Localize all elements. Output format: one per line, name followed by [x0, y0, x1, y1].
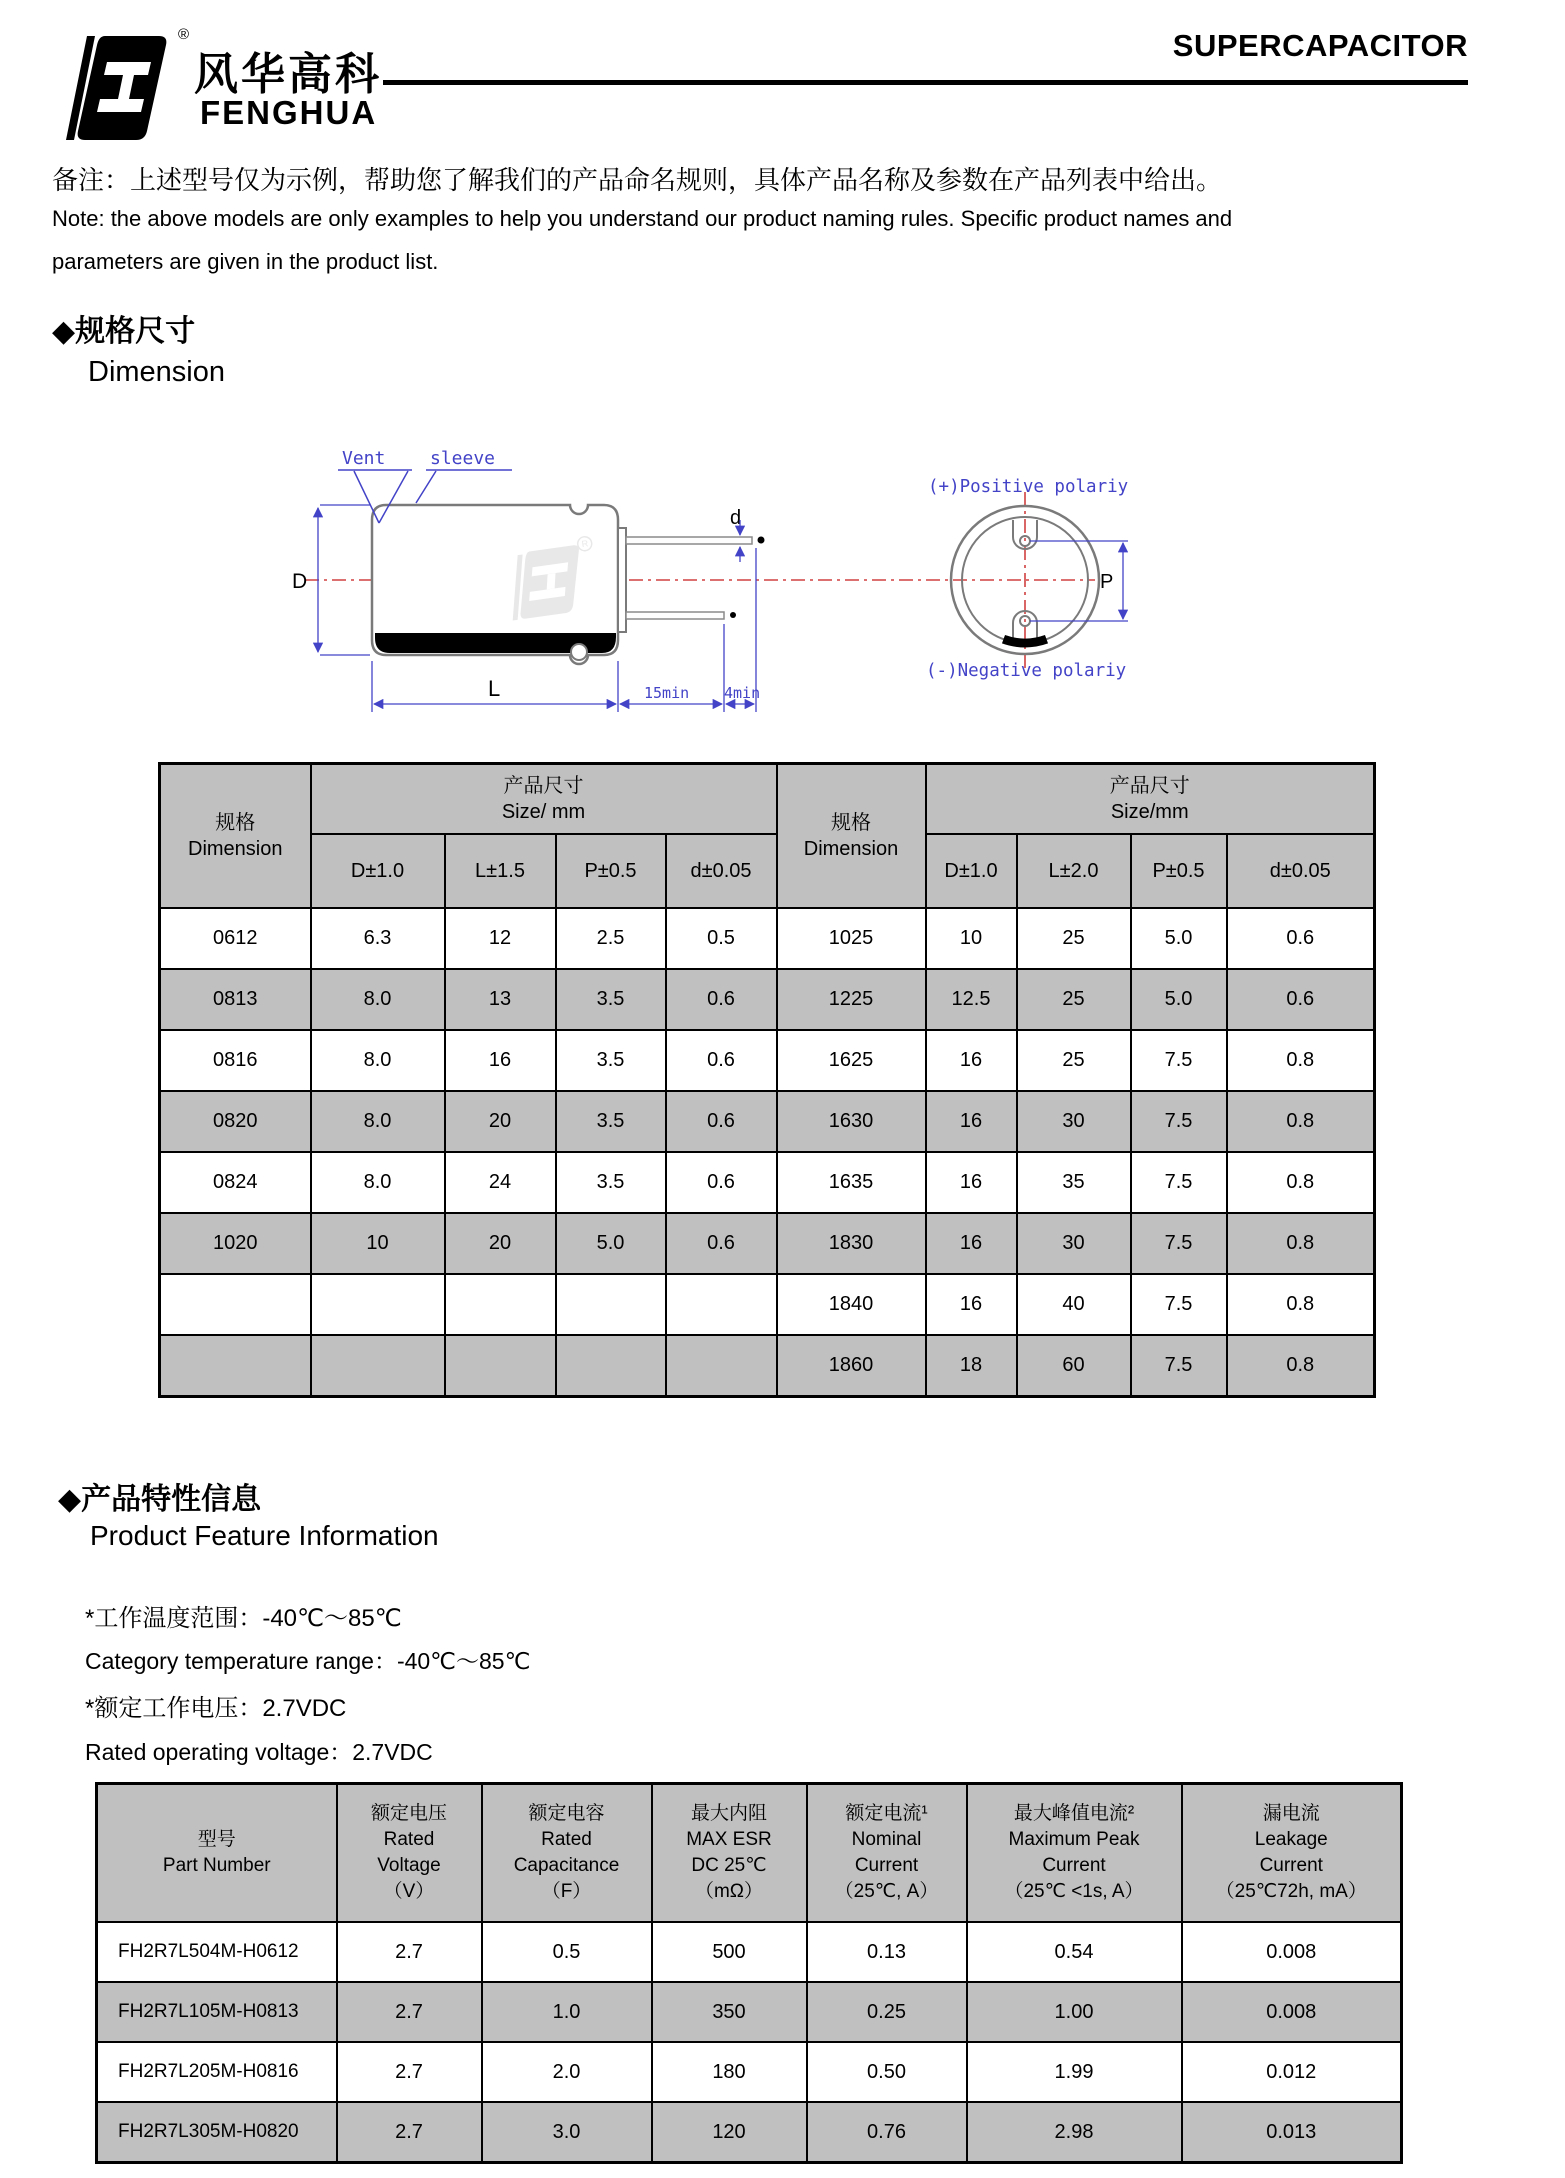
dim-cell: 7.5	[1131, 1213, 1227, 1274]
feature-heading-chinese: ◆产品特性信息	[58, 1483, 262, 1516]
part-number-cell: FH2R7L205M-H0816	[97, 2042, 337, 2102]
dim-cell: 7.5	[1131, 1030, 1227, 1091]
dim-cell: 16	[926, 1091, 1017, 1152]
dim-cell: 20	[445, 1091, 556, 1152]
dim-cell: 0820	[160, 1091, 311, 1152]
feat-cell: 3.0	[482, 2102, 652, 2163]
dim-cell: 0.8	[1227, 1335, 1375, 1397]
note-chinese: 备注：上述型号仅为示例，帮助您了解我们的产品命名规则，具体产品名称及参数在产品列表中给出。	[52, 165, 1223, 195]
feat-cell: 1.00	[967, 1982, 1182, 2042]
dim-cell: 8.0	[311, 969, 445, 1030]
dim-cell	[556, 1335, 666, 1397]
dim-cell: 7.5	[1131, 1274, 1227, 1335]
header-line: 最大峰值电流²	[1013, 1803, 1135, 1824]
dim-cell: 3.5	[556, 969, 666, 1030]
vent-label: Vent	[342, 448, 386, 469]
feat-cell: 2.98	[967, 2102, 1182, 2163]
dim-cell: 0.8	[1227, 1030, 1375, 1091]
col-header: D±1.0	[311, 834, 445, 908]
feat-cell: 2.0	[482, 2042, 652, 2102]
dim-cell: 20	[445, 1213, 556, 1274]
dim-cell: 0.8	[1227, 1213, 1375, 1274]
feat-cell: 0.76	[807, 2102, 967, 2163]
dim-cell: 5.0	[1131, 908, 1227, 969]
dim-cell: 60	[1017, 1335, 1131, 1397]
col-header: L±1.5	[445, 834, 556, 908]
size-header-cn: 产品尺寸	[1109, 775, 1190, 797]
spec-header-cn: 规格	[215, 812, 256, 834]
table-row	[97, 2102, 1402, 2163]
dim-spec-header-left	[160, 764, 311, 909]
feat-cell: 2.7	[337, 1922, 482, 1982]
table-row	[97, 2042, 1402, 2102]
note-english-line1: Note: the above models are only examples to help you understand our product naming rules. Specific product names and	[52, 206, 1233, 231]
feat-header-part-number	[97, 1784, 337, 1923]
dim-cell: 13	[445, 969, 556, 1030]
table-row	[160, 969, 1375, 1030]
table-row	[160, 1213, 1375, 1274]
feat-cell: 0.25	[807, 1982, 967, 2042]
header-line: （25℃72h, mA）	[1215, 1881, 1367, 1902]
temperature-range-english: Category temperature range：-40℃～85℃	[85, 1648, 531, 1674]
dim-cell	[445, 1335, 556, 1397]
rated-voltage-chinese: *额定工作电压：2.7VDC	[85, 1695, 347, 1722]
feat-cell: 350	[652, 1982, 807, 2042]
header-line: DC 25℃	[691, 1855, 767, 1876]
capacitor-side-view	[372, 505, 765, 664]
feat-cell: 0.008	[1182, 1982, 1402, 2042]
dim-cell: 6.3	[311, 908, 445, 969]
dimension-heading-chinese: ◆规格尺寸	[52, 315, 196, 348]
feat-cell: 1.99	[967, 2042, 1182, 2102]
dim-size-header-left	[311, 764, 777, 835]
dimension-heading-english: Dimension	[88, 356, 225, 388]
fenghua-logo-mark	[60, 28, 175, 146]
dim-cell: 8.0	[311, 1091, 445, 1152]
feat-cell: 0.013	[1182, 2102, 1402, 2163]
table-row	[97, 1922, 1402, 1982]
size-header-cn: 产品尺寸	[503, 775, 584, 797]
dim-spec-header-right	[777, 764, 926, 909]
feature-table	[95, 1782, 1403, 2164]
header-line: （F）	[541, 1881, 592, 1902]
dim-cell: 7.5	[1131, 1091, 1227, 1152]
feat-cell: 500	[652, 1922, 807, 1982]
polarity-mark	[1004, 639, 1047, 643]
dim-cell: 0.6	[666, 1091, 777, 1152]
header-line: 漏电流	[1262, 1803, 1320, 1824]
brand-name-english: FENGHUA	[200, 94, 378, 131]
dim-cell: 1830	[777, 1213, 926, 1274]
dim-cell: 0824	[160, 1152, 311, 1213]
dim-cell: 16	[926, 1213, 1017, 1274]
dim-d-label: d	[730, 507, 742, 529]
dim-D-label: D	[292, 570, 308, 593]
dim-cell: 16	[926, 1152, 1017, 1213]
registered-trademark-symbol: ®	[178, 26, 190, 43]
col-header: P±0.5	[1131, 834, 1227, 908]
dim-cell: 35	[1017, 1152, 1131, 1213]
dim-cell: 12	[445, 908, 556, 969]
dim-cell: 1025	[777, 908, 926, 969]
dim-cell: 0816	[160, 1030, 311, 1091]
table-row	[97, 1982, 1402, 2042]
dim-cell	[160, 1335, 311, 1397]
feat-header-rated-voltage	[337, 1784, 482, 1923]
dim-cell: 16	[445, 1030, 556, 1091]
dim-cell	[311, 1274, 445, 1335]
header-line: （25℃ <1s, A）	[1004, 1881, 1144, 1902]
dim-cell: 0.6	[666, 1213, 777, 1274]
dim-cell: 1225	[777, 969, 926, 1030]
spec-header-cn: 规格	[831, 812, 871, 834]
header-line: Rated	[383, 1829, 435, 1850]
lead-bottom	[626, 612, 724, 619]
dim-P-label: P	[1100, 571, 1114, 593]
lead-top	[626, 537, 752, 544]
capacitor-outline-drawing	[280, 440, 1180, 735]
header-line: （V）	[383, 1881, 435, 1902]
dim-cell: 0.8	[1227, 1274, 1375, 1335]
part-number-cell: FH2R7L504M-H0612	[97, 1922, 337, 1982]
dim-cell: 3.5	[556, 1091, 666, 1152]
dim-cell: 16	[926, 1030, 1017, 1091]
dim-L-label: L	[488, 676, 501, 701]
feat-cell: 0.5	[482, 1922, 652, 1982]
feat-header-leakage-current	[1182, 1784, 1402, 1923]
feat-cell: 0.50	[807, 2042, 967, 2102]
spec-header-en: Dimension	[188, 838, 283, 860]
dim-cell	[160, 1274, 311, 1335]
feat-cell: 120	[652, 2102, 807, 2163]
dim-P	[1030, 541, 1128, 621]
negative-polarity-label: (-)Negative polariy	[926, 661, 1127, 681]
header-line: Current	[854, 1855, 919, 1876]
header-line: Maximum Peak	[1008, 1829, 1140, 1850]
feat-cell: 0.13	[807, 1922, 967, 1982]
table-row	[160, 1030, 1375, 1091]
header-line: Current	[1259, 1855, 1323, 1876]
size-header-en: Size/mm	[1110, 801, 1189, 823]
header-line: 额定电压	[370, 1803, 447, 1824]
feat-cell: 2.7	[337, 2102, 482, 2163]
dim-cell: 1860	[777, 1335, 926, 1397]
dim-cell: 25	[1017, 969, 1131, 1030]
brand-name-chinese: 风华高科	[194, 50, 382, 99]
size-header-en: Size/ mm	[501, 801, 586, 823]
dim-cell: 10	[926, 908, 1017, 969]
temperature-range-chinese: *工作温度范围：-40℃～85℃	[85, 1605, 402, 1632]
header-divider	[383, 80, 1468, 85]
header-line: Capacitance	[513, 1855, 620, 1876]
svg-text:R: R	[581, 538, 589, 550]
header-line: Leakage	[1254, 1829, 1328, 1850]
part-number-cell: FH2R7L305M-H0820	[97, 2102, 337, 2163]
dim-cell: 2.5	[556, 908, 666, 969]
dim-cell: 1020	[160, 1213, 311, 1274]
table-row	[160, 1274, 1375, 1335]
dim-cell: 18	[926, 1335, 1017, 1397]
header-line: Nominal	[851, 1829, 922, 1850]
header-line: （25℃, A）	[834, 1881, 939, 1902]
table-row	[160, 908, 1375, 969]
dim-cell: 24	[445, 1152, 556, 1213]
dim-cell: 0.6	[1227, 969, 1375, 1030]
feat-header-nominal-current	[807, 1784, 967, 1923]
rated-voltage-english: Rated operating voltage：2.7VDC	[85, 1739, 433, 1765]
header-line: Current	[1042, 1855, 1106, 1876]
feat-cell: 2.7	[337, 2042, 482, 2102]
dim-cell: 5.0	[556, 1213, 666, 1274]
dim-cell: 0.6	[666, 1030, 777, 1091]
dim-cell: 10	[311, 1213, 445, 1274]
dim-cell: 25	[1017, 1030, 1131, 1091]
dim-cell: 12.5	[926, 969, 1017, 1030]
positive-polarity-label: (+)Positive polariy	[928, 477, 1129, 497]
sleeve-label: sleeve	[430, 448, 496, 469]
header-line: 最大内阻	[690, 1803, 767, 1824]
dim-cell	[311, 1335, 445, 1397]
note-english-line2: parameters are given in the product list.	[52, 249, 439, 274]
dim-cell: 5.0	[1131, 969, 1227, 1030]
feature-heading-english: Product Feature Information	[90, 1520, 439, 1551]
col-header: L±2.0	[1017, 834, 1131, 908]
dim-4min-label: 4min	[724, 684, 761, 702]
dim-cell: 25	[1017, 908, 1131, 969]
col-header: D±1.0	[926, 834, 1017, 908]
dim-cell: 0612	[160, 908, 311, 969]
dim-cell: 7.5	[1131, 1335, 1227, 1397]
dim-cell: 1635	[777, 1152, 926, 1213]
dim-cell: 0.8	[1227, 1152, 1375, 1213]
dim-cell: 3.5	[556, 1152, 666, 1213]
dim-cell	[556, 1274, 666, 1335]
dim-cell: 16	[926, 1274, 1017, 1335]
header-line: Rated	[541, 1829, 592, 1850]
dim-cell: 8.0	[311, 1152, 445, 1213]
feat-cell: 0.008	[1182, 1922, 1402, 1982]
dim-cell: 0.6	[666, 969, 777, 1030]
dim-cell: 7.5	[1131, 1152, 1227, 1213]
header-line: MAX ESR	[686, 1829, 772, 1850]
dim-cell: 1630	[777, 1091, 926, 1152]
dim-cell: 30	[1017, 1091, 1131, 1152]
dim-cell: 0.8	[1227, 1091, 1375, 1152]
dim-15min-label: 15min	[644, 684, 690, 702]
feat-cell: 180	[652, 2042, 807, 2102]
dim-cell: 30	[1017, 1213, 1131, 1274]
feat-cell: 1.0	[482, 1982, 652, 2042]
table-row	[160, 1091, 1375, 1152]
dim-d	[730, 507, 741, 562]
dim-cell	[666, 1335, 777, 1397]
part-number-cell: FH2R7L105M-H0813	[97, 1982, 337, 2042]
dim-cell: 3.5	[556, 1030, 666, 1091]
dimension-table	[158, 762, 1376, 1398]
dim-cell	[666, 1274, 777, 1335]
feat-cell: 0.012	[1182, 2042, 1402, 2102]
feat-header-max-esr	[652, 1784, 807, 1923]
dim-cell: 8.0	[311, 1030, 445, 1091]
fenghua-logo	[60, 28, 175, 146]
dim-cell: 0813	[160, 969, 311, 1030]
dim-cell: 1840	[777, 1274, 926, 1335]
dim-cell: 0.6	[666, 1152, 777, 1213]
dim-cell: 1625	[777, 1030, 926, 1091]
feat-header-peak-current	[967, 1784, 1182, 1923]
dim-cell: 0.6	[1227, 908, 1375, 969]
dim-cell	[445, 1274, 556, 1335]
col-header: P±0.5	[556, 834, 666, 908]
feat-cell: 0.54	[967, 1922, 1182, 1982]
feat-cell: 2.7	[337, 1982, 482, 2042]
header-line: 额定电容	[528, 1803, 605, 1824]
dim-size-header-right	[926, 764, 1375, 835]
dim-cell: 0.5	[666, 908, 777, 969]
feat-header-rated-capacitance	[482, 1784, 652, 1923]
dim-cell: 40	[1017, 1274, 1131, 1335]
page-title: SUPERCAPACITOR	[1172, 28, 1468, 63]
spec-header-en: Dimension	[803, 838, 899, 860]
table-row	[160, 1152, 1375, 1213]
header-line: 型号	[197, 1829, 236, 1850]
dim-D	[292, 505, 370, 655]
header-line: Voltage	[377, 1855, 441, 1876]
header-line: Part Number	[162, 1855, 271, 1876]
header-line: （mΩ）	[694, 1881, 764, 1902]
header-line: 额定电流¹	[845, 1803, 928, 1824]
col-header: d±0.05	[666, 834, 777, 908]
col-header: d±0.05	[1227, 834, 1375, 908]
table-row	[160, 1335, 1375, 1397]
